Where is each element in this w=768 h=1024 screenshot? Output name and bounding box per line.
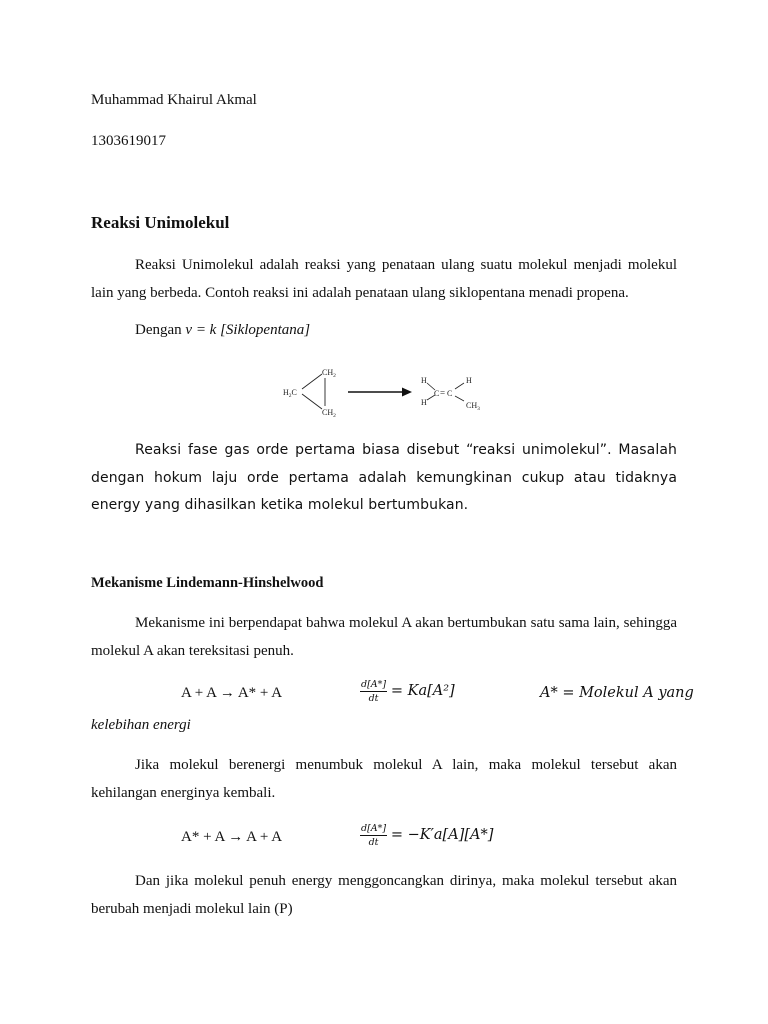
rate-law-prefix: Dengan [135,322,186,338]
eq2-derivative: $\frac{d[A*]}{dt}$ [361,823,387,848]
paragraph-first-order: Reaksi fase gas orde pertama biasa disebut “reaksi unimolekul”. Masalah dengan hokum laju orde pertama adalah kemungkinan cukup atau tidaknya energy yang dihasilkan ketika molekul bertumbukan. [91,442,677,513]
eq2-rhs: = −K′a[A][A*] [390,826,494,843]
eq2-rate [360,823,493,848]
reactant-left-h2c: $H_2C$ [283,388,297,399]
product-c1: C [434,389,440,398]
eq1-note-continued: kelebihan energi [91,717,191,733]
reaction-arrowhead [402,388,412,397]
section-title-lindemann: Mekanisme Lindemann-Hinshelwood [91,575,324,591]
author-name: Muhammad Khairul Akmal [91,92,257,108]
eq1-rate [360,679,455,704]
product-c2: C [447,389,453,398]
paragraph-mechanism-intro: Mekanisme ini berpendapat bahwa molekul A akan bertumbukan satu sama lain, sehingga molekul A akan tereksitasi penuh. [91,615,677,659]
section-title-unimolekul: Reaksi Unimolekul [91,213,230,232]
product-h-bottom-left: H [421,398,427,407]
student-id: 1303619017 [91,133,166,149]
eq1-rhs: = Ka[A²] [390,682,455,699]
reaction-diagram [280,362,490,422]
product-h-top-left: H [421,376,427,385]
rate-law [135,322,310,339]
product-double-bond: = [440,388,446,398]
product-bond-ch3 [455,396,464,401]
ring-bond-lower [302,394,322,409]
reactant-bottom-ch2: $CH_2$ [322,408,336,419]
reaction-diagram-svg [280,362,490,422]
paragraph-unimolekul-definition: Reaksi Unimolekul adalah reaksi yang penataan ulang suatu molekul menjadi molekul lain yang berbeda. Contoh reaksi ini adalah penataan ulang siklopentana menadi propena. [91,257,677,301]
rate-law-expression: v = k [Siklopentana] [185,322,311,338]
product-ch3: $CH_3$ [466,401,480,412]
eq1-reaction: A + A → A* + A [181,685,283,701]
paragraph-energy-loss: Jika molekul berenergi menumbuk molekul A lain, maka molekul tersebut akan kehilangan energinya kembali. [91,757,677,801]
reactant-top-ch2: $CH_2$ [322,368,336,379]
eq1-derivative: $\frac{d[A*]}{dt}$ [361,679,387,704]
eq1-note: A* = Molekul A yang [540,685,694,701]
product-bond-h3 [455,383,464,389]
paragraph-product-formation: Dan jika molekul penuh energy menggoncangkan dirinya, maka molekul tersebut akan berubah menjadi molekul lain (P) [91,873,677,917]
ring-bond-upper [302,374,322,389]
product-h-right: H [466,376,472,385]
eq2-reaction: A* + A → A + A [181,829,283,845]
